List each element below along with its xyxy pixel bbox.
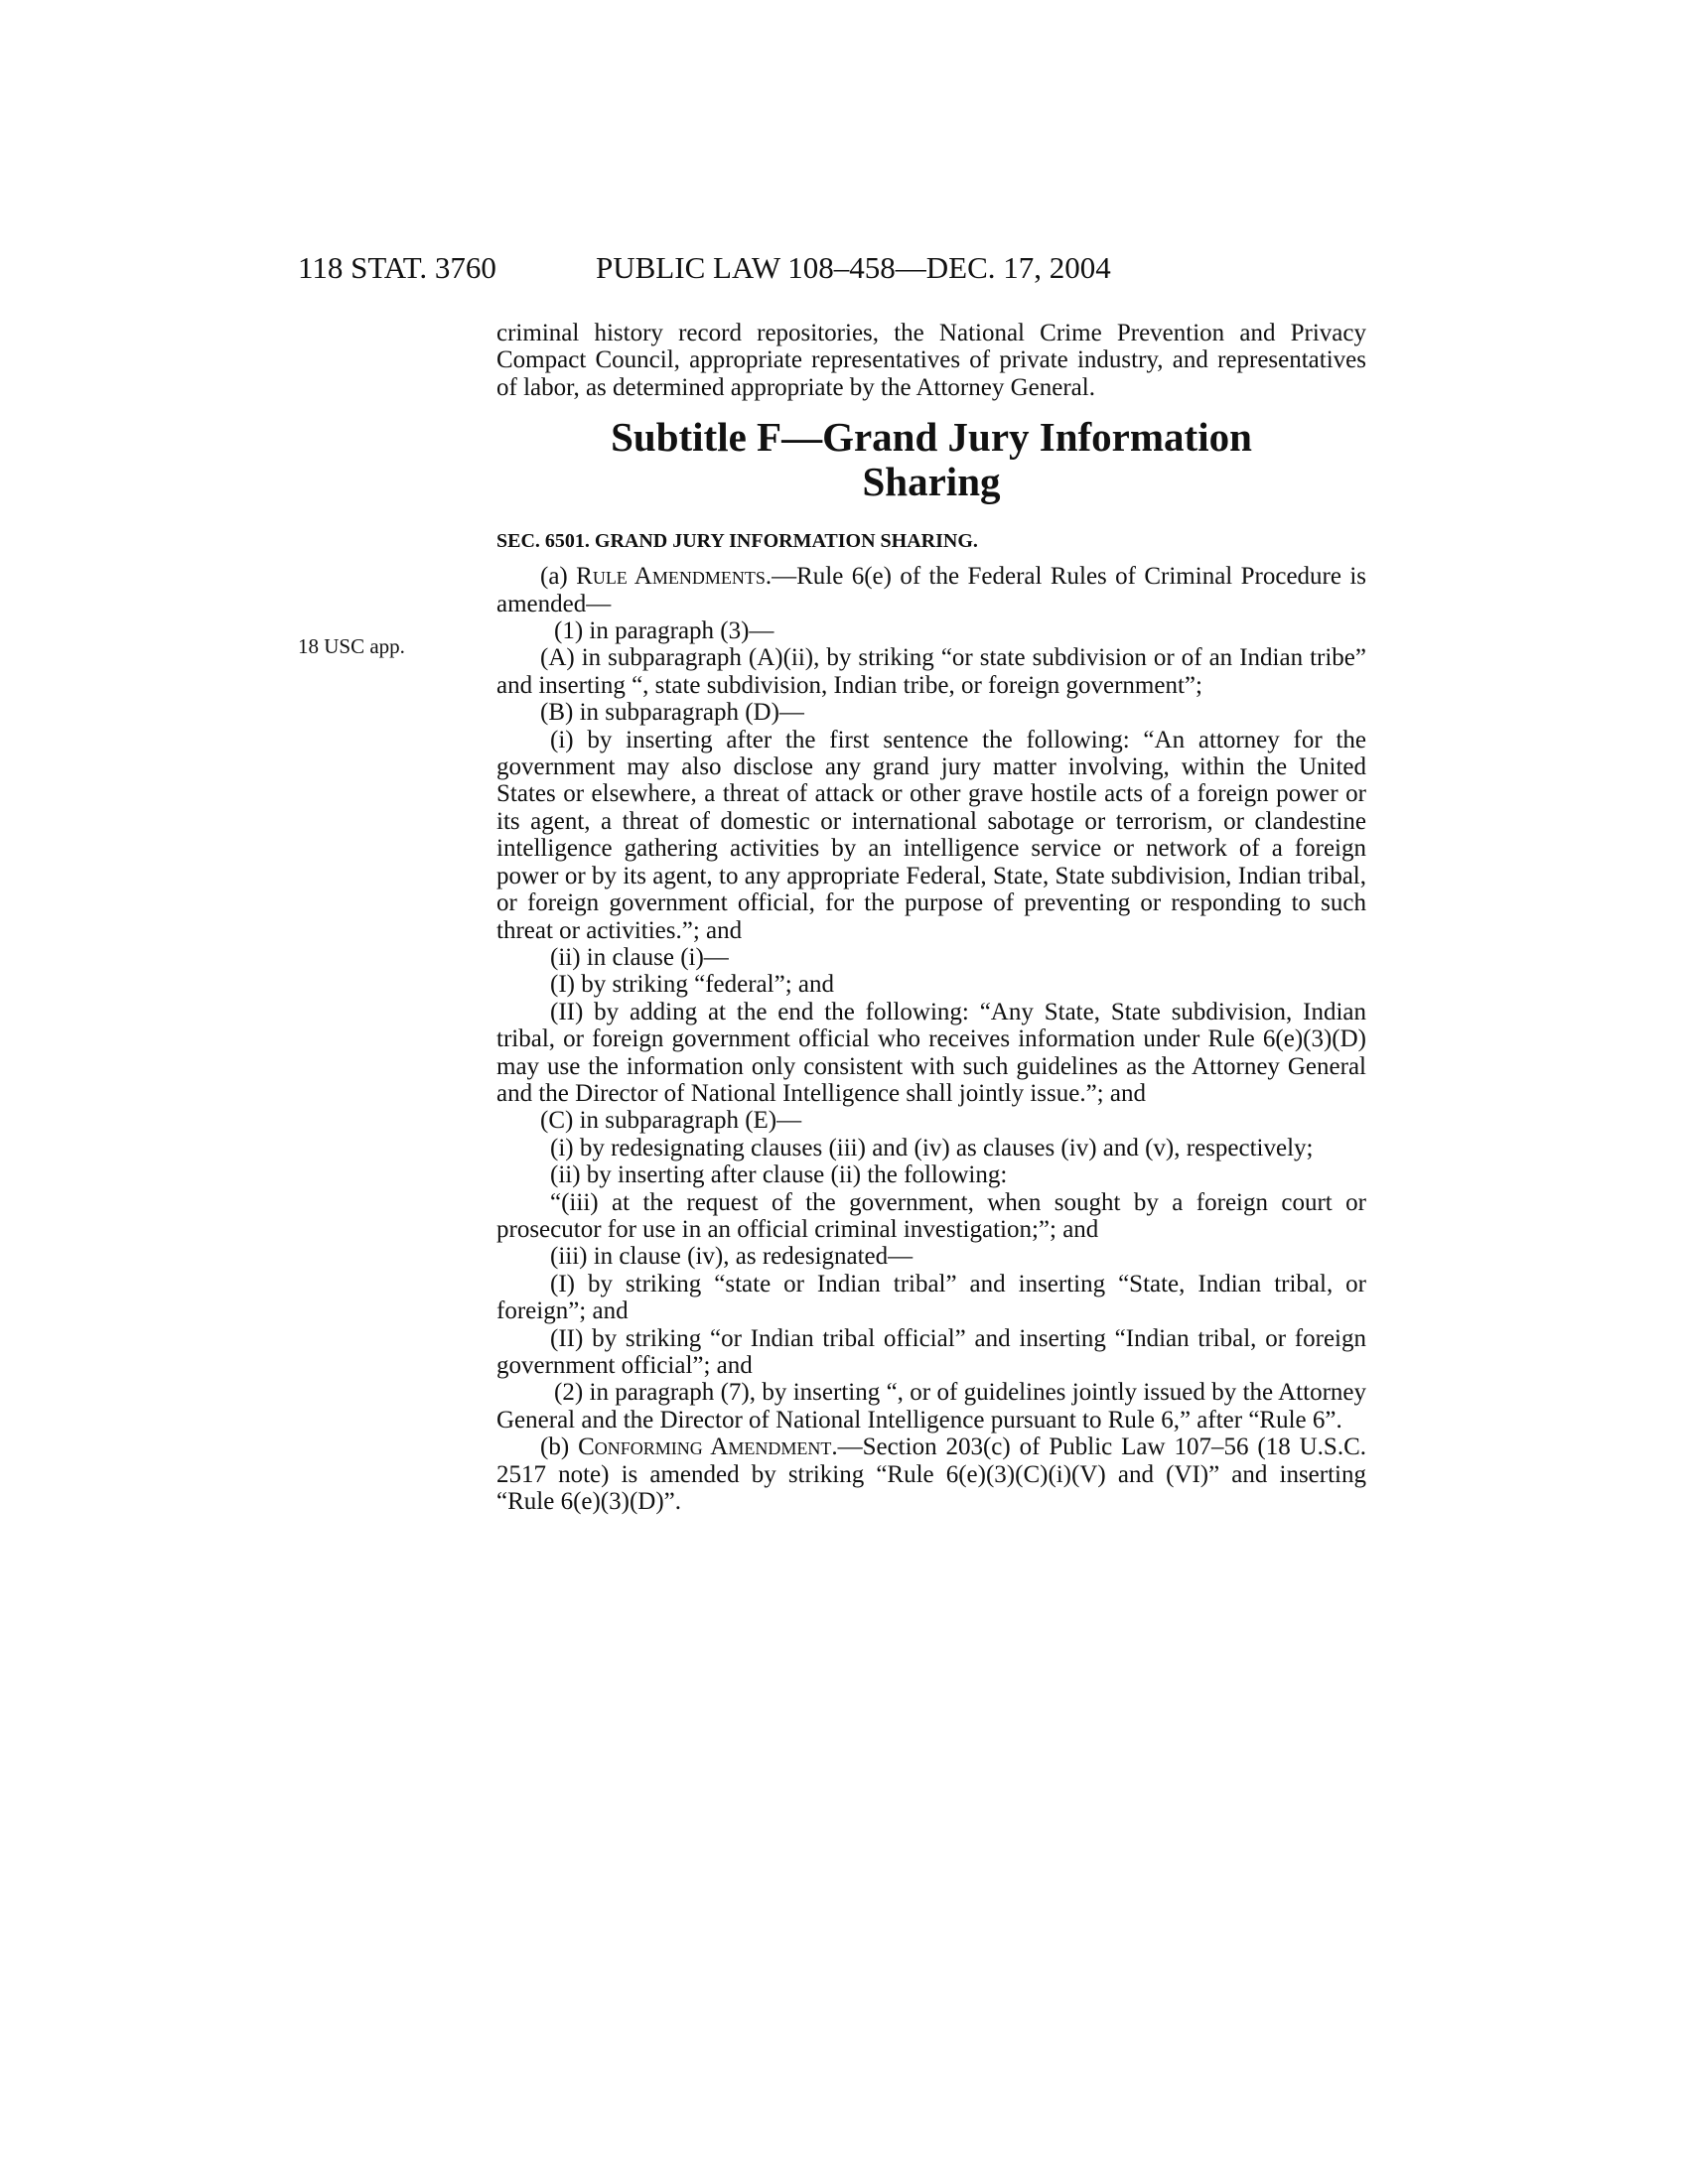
- clause-1B-i: (i) by inserting after the first sentence the following: “An attorney for the government may also disclose any grand jury matter involving, within the United States or elsewhere, a threat of attack or other grave hostile acts of a foreign power or its agent, a threat of domestic or international sabotage or terrorism, or clandestine intelligence gathering activities by an intelligence service or network of a foreign power or by its agent, to any appropriate Federal, State, State subdivision, Indian tribal, or foreign government official, for the purpose of preventing or responding to such threat or activities.”; and: [496, 726, 1366, 944]
- subsection-a: [496, 563, 1366, 617]
- subtitle-heading: [496, 415, 1366, 504]
- subsection-a-text: .—Rule 6(e) of the Federal Rules of Criminal Procedure is amended—: [496, 563, 1367, 617]
- clause-1C-iii: (iii) in clause (iv), as redesignated—: [550, 1243, 914, 1271]
- subsection-a-label: (a): [540, 563, 577, 591]
- subtitle-line-1: Subtitle F—Grand Jury Information: [611, 414, 1252, 461]
- subsection-a-caption: Rule Amendments: [576, 563, 766, 591]
- subsection-b: [496, 1433, 1366, 1515]
- section-heading: SEC. 6501. GRAND JURY INFORMATION SHARING.: [496, 530, 978, 553]
- page-header: [298, 248, 1192, 288]
- subsection-b-text: .—Section 203(c) of Public Law 107–56 (18 U.S.C. 2517 note) is amended by striking “Rule 6(e)(3)(C)(i)(V) and (VI)” and inserting “Rule 6(e)(3)(D)”.: [496, 1433, 1366, 1516]
- subclause-1C-iii-II: (II) by striking “or Indian tribal official” and inserting “Indian tribal, or foreign government official”; and: [496, 1324, 1366, 1379]
- document-body: [496, 320, 1366, 1515]
- clause-1C-i: (i) by redesignating clauses (iii) and (iv) as clauses (iv) and (v), respectively;: [550, 1134, 1314, 1161]
- subclause-1B-ii-I: (I) by striking “federal”; and: [550, 971, 834, 999]
- inserted-clause-iii: “(iii) at the request of the government, when sought by a foreign court or prosecutor for use in an official criminal investigation;”; and: [496, 1188, 1366, 1243]
- subsection-b-caption: Conforming Amendment: [578, 1433, 832, 1461]
- paragraph-1: (1) in paragraph (3)—: [554, 617, 774, 645]
- subclause-1C-iii-I: (I) by striking “state or Indian tribal” and inserting “State, Indian tribal, or foreign”; and: [496, 1270, 1366, 1325]
- clause-1B-ii: (ii) in clause (i)—: [550, 943, 729, 971]
- clause-1C-ii: (ii) by inserting after clause (ii) the following:: [550, 1161, 1008, 1189]
- subsection-b-label: (b): [540, 1433, 579, 1461]
- intro-paragraph: criminal history record repositories, the National Crime Prevention and Privacy Compact Council, appropriate representatives of private industry, and representatives of labor, as determined appropriate by the Attorney General.: [496, 320, 1366, 401]
- subtitle-line-2: Sharing: [862, 459, 1001, 505]
- margin-citation: 18 USC app.: [298, 634, 405, 658]
- subparagraph-1B: (B) in subparagraph (D)—: [540, 699, 804, 727]
- subparagraph-1A: (A) in subparagraph (A)(ii), by striking “or state subdivision or of an Indian tribe” and inserting “, state subdivision, Indian tribe, or foreign government”;: [496, 644, 1366, 699]
- paragraph-2: (2) in paragraph (7), by inserting “, or of guidelines jointly issued by the Attorney General and the Director of National Intelligence pursuant to Rule 6,” after “Rule 6”.: [496, 1379, 1366, 1433]
- subparagraph-1C: (C) in subparagraph (E)—: [540, 1107, 802, 1135]
- statute-page-number: 118 STAT. 3760: [298, 250, 496, 285]
- public-law-running-head: PUBLIC LAW 108–458—DEC. 17, 2004: [596, 250, 1111, 285]
- subclause-1B-ii-II: (II) by adding at the end the following: “Any State, State subdivision, Indian tribal, or foreign government official who receives information under Rule 6(e)(3)(D) may use the information only consistent with such guidelines as the Attorney General and the Director of National Intelligence shall jointly issue.”; and: [496, 998, 1366, 1107]
